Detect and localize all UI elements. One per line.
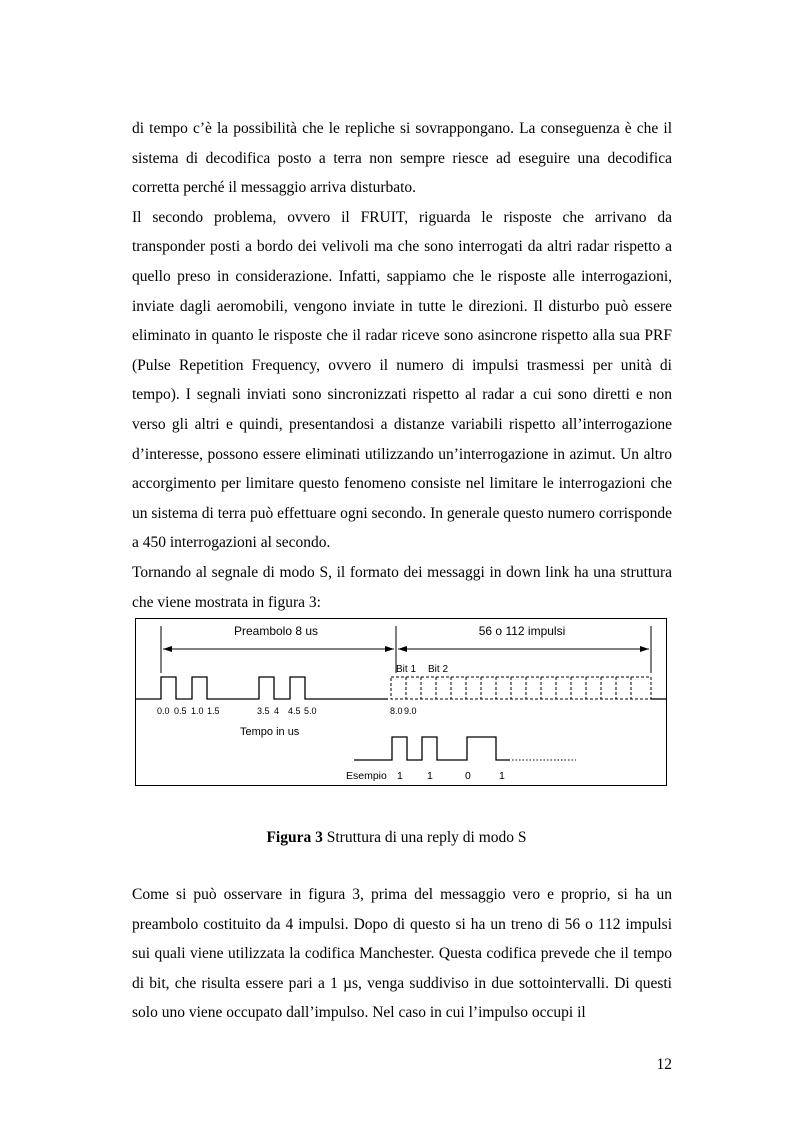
tick-label: 4.5 [288, 706, 301, 716]
example-bit: 1 [499, 770, 505, 782]
paragraph: Come si può osservare in figura 3, prima del messaggio vero e proprio, si ha un preambolo costituito da 4 impulsi. Dopo di questo si ha un treno di 56 o 112 impulsi sui quali viene utilizzata la codifica Manchester. Questa codifica prevede che il tempo di bit, che risulta essere pari a 1 µs, venga suddiviso in due sottointervalli. Di questi solo uno viene occupato dall’impulso. Nel caso in cui l’impulso occupi il [132, 886, 672, 1022]
arrowhead-icon [640, 646, 649, 652]
paragraph: Tornando al segnale di modo S, il formato dei messaggi in down link ha una struttura che viene mostrata in figura 3: [132, 563, 672, 611]
tick-label: 8.0 [390, 706, 403, 716]
bit1-label: Bit 1 [396, 664, 417, 675]
example-bit: 1 [427, 770, 433, 782]
caption-text: Struttura di una reply di modo S [322, 829, 527, 846]
figure-3 [135, 618, 667, 786]
paragraph: Il secondo problema, ovvero il FRUIT, riguarda le risposte che arrivano da transponder posti a bordo dei velivoli ma che sono interrogati da altri radar rispetto a quello preso in considerazione. Infatti, sappiamo che le risposte alle interrogazioni, inviate dagli aeromobili, vengono inviate in tutte le direzioni. Il disturbo può essere eliminato in quanto le risposte che il radar riceve sono asincrone rispetto alla sua PRF (Pulse Repetition Frequency, ovvero il numero di impulsi trasmessi per unità di tempo). I segnali inviati sono sincronizzati rispetto al radar a cui sono diretti e non verso gli altri e quindi, presentandosi a distanze variabili rispetto all’interrogazione d’interesse, possono essere eliminati utilizzando un’interrogazione in azimut. Un altro accorgimento per limitare questo fenomeno consiste nel limitare le interrogazioni che un sistema di terra può effettuare ogni secondo. In generale questo numero corrisponde a 450 interrogazioni al secondo. [132, 208, 672, 552]
example-waveform [354, 737, 510, 760]
example-label: Esempio [346, 770, 387, 782]
caption-label: Figura 3 [266, 829, 323, 846]
tick-label: 0.0 [157, 706, 170, 716]
mode-s-reply-diagram [136, 619, 666, 785]
figure-caption [0, 829, 793, 847]
arrowhead-icon [385, 646, 394, 652]
tick-label: 3.5 [257, 706, 270, 716]
tick-label: 9.0 [404, 706, 417, 716]
page-number: 12 [656, 1056, 672, 1073]
preamble-pulses [136, 677, 388, 699]
arrowhead-icon [163, 646, 172, 652]
preamble-label: Preambolo 8 us [233, 624, 319, 638]
paragraph: di tempo c’è la possibilità che le repliche si sovrappongano. La conseguenza è che il sistema di decodifica posto a terra non sempre riesce ad eseguire una decodifica corretta perché il messaggio arriva disturbato. [132, 120, 672, 197]
body-text-top [132, 114, 672, 617]
tick-label: 5.0 [304, 706, 317, 716]
arrowhead-icon [398, 646, 407, 652]
tick-label: 1.5 [207, 706, 220, 716]
bit2-label: Bit 2 [428, 664, 449, 675]
time-axis-label: Tempo in us [240, 726, 300, 738]
body-text-bottom [132, 880, 672, 1028]
tick-label: 1.0 [191, 706, 204, 716]
example-bit: 0 [465, 770, 471, 782]
data-bit-slots [391, 677, 651, 699]
data-label: 56 o 112 impulsi [478, 624, 566, 638]
tick-label: 0.5 [174, 706, 187, 716]
example-bit: 1 [397, 770, 403, 782]
tick-label: 4 [274, 706, 280, 716]
